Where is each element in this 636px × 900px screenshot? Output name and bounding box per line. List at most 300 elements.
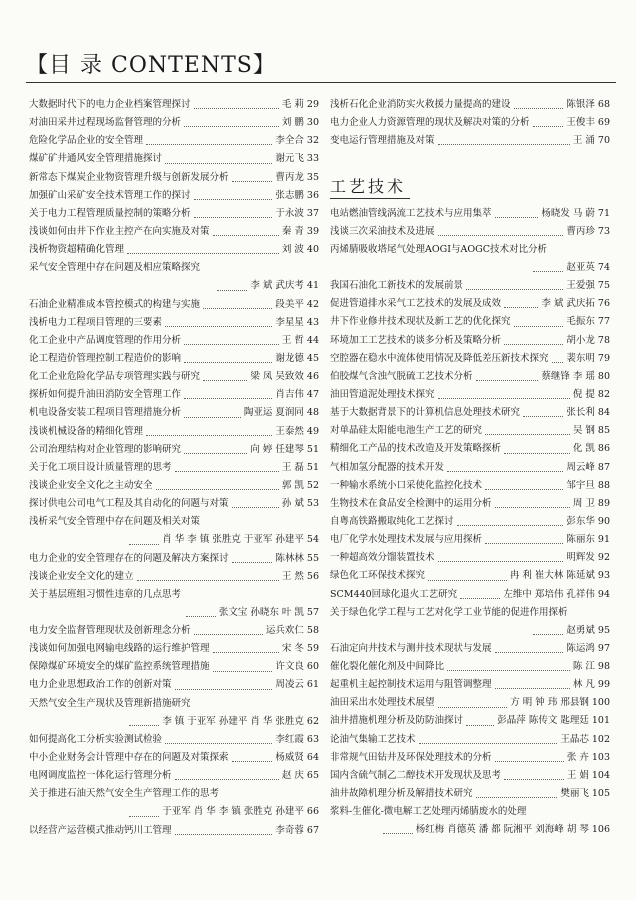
- dot-leader: [194, 217, 273, 218]
- toc-entry-author-page: 陈运鸿 97: [566, 642, 610, 654]
- toc-entry[interactable]: [29, 277, 319, 295]
- toc-entry[interactable]: [29, 441, 319, 459]
- toc-entry[interactable]: [330, 821, 610, 839]
- toc-entry-title: 生物技术在食品安全检测中的运用分析: [330, 497, 492, 509]
- toc-entry[interactable]: [330, 313, 610, 331]
- toc-entry-author-page: 于永波 37: [275, 207, 319, 219]
- dot-leader: [129, 725, 159, 726]
- toc-entry[interactable]: [330, 477, 610, 495]
- toc-entry-author-page: 曹丙龙 35: [275, 171, 319, 183]
- toc-entry[interactable]: [330, 676, 610, 694]
- dot-leader: [203, 380, 247, 381]
- toc-entry-author-page: 方 明 钟 玮 邢县钢 100: [510, 697, 610, 709]
- section-spacer: [330, 150, 610, 168]
- toc-entry[interactable]: [330, 259, 610, 277]
- toc-entry-author-page: 于亚军 肖 华 李 镇 张胜克 孙建平 66: [162, 806, 319, 818]
- toc-entry-title: 关于绿色化学工程与工艺对化学工业节能的促进作用探析: [330, 606, 568, 618]
- toc-entry[interactable]: [29, 150, 319, 168]
- toc-entry-title: 浅谈企业安全文化之主动安全: [29, 479, 153, 491]
- toc-entry[interactable]: [330, 586, 610, 604]
- toc-entry-title: 论工程造价管理控制工程造价的影响: [29, 352, 182, 364]
- toc-entry[interactable]: [330, 350, 610, 368]
- toc-entry[interactable]: [29, 386, 319, 404]
- dot-leader: [438, 398, 570, 399]
- dot-leader: [232, 507, 279, 508]
- dot-leader: [165, 163, 272, 164]
- toc-entry[interactable]: [330, 277, 610, 295]
- toc-entry-title: 石油企业精准成本管控模式的构建与实施: [29, 298, 201, 310]
- toc-entry[interactable]: [29, 803, 319, 821]
- toc-entry-title: 一种超高效分馏装置技术: [330, 552, 435, 564]
- toc-entry[interactable]: [29, 187, 319, 205]
- dot-leader: [165, 326, 272, 327]
- contents-header: [26, 48, 616, 88]
- dot-leader: [137, 580, 279, 581]
- toc-entry-title: 基于大数据背景下的计算机信息处理技术研究: [330, 407, 521, 419]
- toc-entry-author-page: 冉 利 崔大林 陈延斌 93: [509, 570, 610, 582]
- toc-entry[interactable]: [29, 568, 319, 586]
- toc-entry-author-page: 蔡继锋 李 瑶 80: [541, 370, 610, 382]
- dot-leader: [184, 417, 241, 418]
- toc-entry-author-page: 明辉发 92: [566, 552, 610, 564]
- toc-entry[interactable]: [330, 223, 610, 241]
- toc-entry[interactable]: [330, 132, 610, 150]
- toc-entry-title: 公司治理结构对企业管理的影响研究: [29, 443, 182, 455]
- dot-leader: [495, 652, 564, 653]
- toc-entry[interactable]: [29, 132, 319, 150]
- toc-entry-author-page: 王泰然 49: [275, 425, 319, 437]
- toc-entry[interactable]: [29, 314, 319, 332]
- toc-entry-author-page: 赵勇斌 95: [566, 624, 610, 636]
- dot-leader: [457, 525, 564, 526]
- toc-entry-author-page: 倪 提 82: [572, 388, 610, 400]
- toc-entry[interactable]: [330, 803, 610, 821]
- toc-entry-title: 电厂化学水处理技术发展与应用探析: [330, 534, 483, 546]
- toc-entry-author-page: 杨晓发 马 蔚 71: [541, 207, 610, 219]
- toc-entry[interactable]: [330, 767, 610, 785]
- page-title: 【目 录 CONTENTS】: [26, 53, 276, 78]
- toc-entry[interactable]: [330, 604, 610, 622]
- toc-entry-title: 精细化工产品的技术改造及开发策略探析: [330, 443, 502, 455]
- dot-leader: [194, 108, 279, 109]
- toc-entry-author-page: 化 凯 86: [572, 443, 610, 455]
- toc-entry-author-page: 段美平 42: [275, 298, 319, 310]
- toc-entry-title: 危险化学品企业的安全管理: [29, 135, 144, 147]
- dot-leader: [428, 580, 507, 581]
- dot-leader: [232, 761, 273, 762]
- toc-entry-author-page: 肖 华 李 镇 张胜克 于亚军 孙建平 54: [162, 534, 319, 546]
- toc-entry-author-page: 秦 青 39: [281, 225, 319, 237]
- toc-entry-author-page: 运兵欢仁 58: [265, 625, 319, 637]
- toc-entry[interactable]: [29, 259, 319, 277]
- toc-entry-author-page: 王爱强 75: [566, 280, 610, 292]
- toc-entry[interactable]: [29, 658, 319, 676]
- toc-entry[interactable]: [29, 459, 319, 477]
- toc-entry-title: 浆料-生催化-微电解工艺处理丙烯腈废水的处理: [330, 806, 527, 818]
- toc-entry-author-page: 宋 冬 59: [281, 643, 319, 655]
- toc-entry-title: 油田管道泥处理技术探究: [330, 388, 435, 400]
- toc-entry-title: 关于化工项目设计质量管理的思考: [29, 461, 172, 473]
- toc-entry[interactable]: [29, 640, 319, 658]
- toc-entry-author-page: 裴东明 79: [566, 352, 610, 364]
- toc-entry-author-page: 王晶芯 102: [560, 733, 610, 745]
- toc-entry-author-page: 刘 波 40: [281, 244, 319, 256]
- toc-entry-author-page: 曹丙珍 73: [566, 225, 610, 237]
- toc-entry-author-page: 梁 凤 吴致效 46: [250, 371, 319, 383]
- toc-entry-author-page: 许文良 60: [275, 661, 319, 673]
- toc-entry-title: 空腔器在稳水中流体使用情况及降低差压新技术探究: [330, 352, 549, 364]
- toc-entry-title: 井下作业修井技术现状及新工艺的优化探究: [330, 316, 511, 328]
- toc-entry[interactable]: [330, 386, 610, 404]
- toc-entry-title: 关于推进石油天然气安全生产管理工作的思考: [29, 788, 220, 800]
- toc-entry-title: 大数据时代下的电力企业档案管理探讨: [29, 98, 191, 110]
- dot-leader: [184, 453, 247, 454]
- dot-leader: [383, 833, 413, 834]
- toc-entry-author-page: 王 磊 51: [281, 461, 319, 473]
- toc-entry-author-page: 赵亚英 74: [566, 261, 610, 273]
- toc-entry-title: SCM440回球化退火工艺研究: [330, 588, 458, 600]
- toc-entry-author-page: 胡小龙 78: [566, 334, 610, 346]
- toc-entry-author-page: 刘 鹏 30: [281, 117, 319, 129]
- toc-entry-title: 电站燃油管线涡流工艺技术与应用集萃: [330, 207, 492, 219]
- dot-leader: [476, 380, 539, 381]
- dot-leader: [203, 308, 272, 309]
- dot-leader: [217, 290, 247, 291]
- toc-entry[interactable]: [29, 550, 319, 568]
- dot-leader: [194, 634, 263, 635]
- toc-entry[interactable]: [29, 223, 319, 241]
- toc-entry[interactable]: [29, 531, 319, 549]
- toc-entry[interactable]: [330, 368, 610, 386]
- toc-entry-author-page: 赵 庆 65: [281, 770, 319, 782]
- toc-entry-title: 浅谈如何加强电网输电线路的运行维护管理: [29, 643, 210, 655]
- toc-entry-author-page: 陈 江 98: [572, 661, 610, 673]
- toc-entry-title: 一种输水系统小口采使化监控化技术: [330, 479, 483, 491]
- dot-leader: [146, 144, 272, 145]
- left-column: [29, 96, 319, 840]
- toc-entry-title: 国内含硫气制乙二醇技术开发现状及思考: [330, 769, 502, 781]
- header-rule: [26, 82, 616, 83]
- toc-entry[interactable]: [29, 404, 319, 422]
- dot-leader: [533, 271, 563, 272]
- toc-entry-author-page: 吴 钢 85: [572, 425, 610, 437]
- toc-entry-author-page: 王 涌 70: [572, 135, 610, 147]
- toc-entry[interactable]: [29, 713, 319, 731]
- dot-leader: [533, 634, 563, 635]
- toc-entry-title: 浅析电力工程项目管理的三要素: [29, 316, 163, 328]
- toc-entry[interactable]: [330, 531, 610, 549]
- toc-entry-title: 油井故障机理分析及解措技术研究: [330, 788, 473, 800]
- dot-leader: [129, 816, 159, 817]
- toc-entry-title: 气相加氢分配器的技术开发: [330, 461, 445, 473]
- toc-entry-title: 起重机主起控制技术运用与阻管调整理: [330, 679, 492, 691]
- toc-entry[interactable]: [330, 731, 610, 749]
- dot-leader: [514, 108, 564, 109]
- dot-leader: [419, 743, 558, 744]
- toc-entry[interactable]: [330, 114, 610, 132]
- toc-entry[interactable]: [29, 785, 319, 803]
- dot-leader: [175, 779, 279, 780]
- toc-entry-title: 浅析采气安全管理中存在问题及相关对策: [29, 516, 201, 528]
- toc-entry[interactable]: [29, 350, 319, 368]
- toc-entry[interactable]: [330, 205, 610, 223]
- dot-leader: [460, 598, 500, 599]
- toc-entry[interactable]: [330, 749, 610, 767]
- dot-leader: [552, 362, 564, 363]
- toc-entry-title: 探析如何提升油田消防安全管理工作: [29, 389, 182, 401]
- dot-leader: [447, 471, 563, 472]
- toc-entry-author-page: 林 凡 99: [572, 679, 610, 691]
- toc-entry-author-page: 张长利 84: [566, 407, 610, 419]
- toc-entry-title: 变电运行管理措施及对策: [330, 135, 435, 147]
- toc-entry[interactable]: [330, 658, 610, 676]
- toc-entry-title: 机电设备安装工程项目管理措施分析: [29, 407, 182, 419]
- toc-entry[interactable]: [330, 459, 610, 477]
- toc-entry-author-page: 李奇蓉 67: [275, 824, 319, 836]
- toc-entry[interactable]: [29, 495, 319, 513]
- dot-leader: [466, 725, 494, 726]
- toc-entry[interactable]: [330, 495, 610, 513]
- toc-entry-author-page: 李 斌 武庆拓 76: [541, 298, 610, 310]
- toc-entry[interactable]: [29, 241, 319, 259]
- toc-entry-author-page: 毛振东 77: [566, 316, 610, 328]
- toc-entry-author-page: 樊丽飞 105: [560, 788, 610, 800]
- toc-entry-author-page: 李红霞 63: [275, 733, 319, 745]
- toc-entry-author-page: 彭东华 90: [566, 515, 610, 527]
- toc-entry[interactable]: [330, 241, 610, 259]
- dot-leader: [438, 144, 570, 145]
- toc-entry-title: 天然气安全生产现状及管理新措施研究: [29, 697, 191, 709]
- dot-leader: [127, 253, 279, 254]
- toc-entry-author-page: 陶亚运 夏润同 48: [243, 407, 319, 419]
- toc-entry-title: 对单晶硅太阳能电池生产工艺的研究: [330, 425, 483, 437]
- toc-entry-title: 以经营产运营模式推动钙川工管理: [29, 824, 172, 836]
- toc-entry-author-page: 李星星 43: [275, 316, 319, 328]
- toc-entry-title: 保障煤矿环境安全的煤矿监控系统管理措施: [29, 661, 210, 673]
- toc-entry[interactable]: [29, 695, 319, 713]
- toc-entry-title: 电力安全监督管理现状及创新理念分析: [29, 625, 191, 637]
- toc-entry[interactable]: [330, 96, 610, 114]
- dot-leader: [186, 616, 216, 617]
- dot-leader: [175, 834, 273, 835]
- toc-entry[interactable]: [330, 404, 610, 422]
- toc-entry[interactable]: [330, 694, 610, 712]
- toc-entry-title: 如何提高化工分析实验测试检验: [29, 733, 163, 745]
- toc-entry[interactable]: [330, 622, 610, 640]
- dot-leader: [495, 507, 570, 508]
- toc-entry-title: 油田采出水处理技术展望: [330, 697, 435, 709]
- dot-leader: [213, 235, 279, 236]
- toc-entry[interactable]: [29, 513, 319, 531]
- dot-leader: [232, 562, 273, 563]
- dot-leader: [184, 362, 272, 363]
- dot-leader: [504, 344, 563, 345]
- toc-entry-author-page: 谢元飞 33: [275, 153, 319, 165]
- toc-entry-author-page: 周云峰 87: [566, 461, 610, 473]
- toc-entry-author-page: 向 婷 任建琴 51: [250, 443, 319, 455]
- toc-entry-title: 非常规气田钻井及环保处理技术的分析: [330, 751, 492, 763]
- dot-leader: [156, 489, 279, 490]
- toc-entry-author-page: 王 哲 44: [281, 334, 319, 346]
- dot-leader: [495, 761, 564, 762]
- dot-leader: [438, 235, 564, 236]
- toc-entry[interactable]: [330, 440, 610, 458]
- toc-entry[interactable]: [29, 423, 319, 441]
- toc-entry-author-page: 陈银泽 68: [566, 98, 610, 110]
- dot-leader: [485, 434, 570, 435]
- toc-entry-title: 关于电力工程管理质量控制的策略分析: [29, 207, 191, 219]
- dot-leader: [485, 489, 563, 490]
- toc-entry-author-page: 李 镇 于亚军 孙建平 肖 华 张胜克 62: [162, 715, 319, 727]
- dot-leader: [129, 544, 159, 545]
- toc-entry-title: 油井措施机理分析及防防油探讨: [330, 715, 464, 727]
- toc-entry[interactable]: [330, 567, 610, 585]
- dot-leader: [146, 435, 272, 436]
- dot-leader: [485, 543, 563, 544]
- section-heading: [330, 169, 610, 205]
- toc-entry[interactable]: [29, 296, 319, 314]
- toc-entry-author-page: 毛 莉 29: [281, 98, 319, 110]
- toc-entry-author-page: 张 卉 103: [566, 751, 610, 763]
- toc-entry[interactable]: [29, 677, 319, 695]
- right-column: [330, 96, 610, 839]
- toc-entry-title: 电力企业思想政治工作的创新对策: [29, 679, 172, 691]
- toc-entry[interactable]: [29, 767, 319, 785]
- dot-leader: [232, 181, 273, 182]
- dot-leader: [165, 743, 272, 744]
- toc-entry[interactable]: [29, 477, 319, 495]
- dot-leader: [438, 707, 508, 708]
- toc-entry-title: 浅谈如何由井下作业主控产在向实施及对策: [29, 225, 210, 237]
- toc-entry-author-page: 周凌云 61: [275, 679, 319, 691]
- toc-entry[interactable]: [29, 332, 319, 350]
- toc-entry[interactable]: [330, 295, 610, 313]
- dot-leader: [184, 344, 279, 345]
- toc-entry-title: 采气安全管理中存在问题及相应策略探究: [29, 262, 201, 274]
- toc-entry-title: 化工企业中产品调度管理的作用分析: [29, 334, 182, 346]
- toc-entry-title: 对油田采井过程现场监督管理的分析: [29, 117, 182, 129]
- toc-entry[interactable]: [330, 640, 610, 658]
- toc-entry-title: 石油定向井技术与测井技术现状与发展: [330, 642, 492, 654]
- toc-entry[interactable]: [29, 822, 319, 840]
- toc-entry-title: 催化裂化催化剂及中间降比: [330, 661, 445, 673]
- toc-entry[interactable]: [330, 785, 610, 803]
- toc-entry[interactable]: [29, 205, 319, 223]
- toc-entry[interactable]: [29, 586, 319, 604]
- toc-entry-title: 电力企业的安全管理存在的问题及解决方案探讨: [29, 552, 229, 564]
- dot-leader: [476, 797, 558, 798]
- dot-leader: [213, 671, 273, 672]
- dot-leader: [533, 126, 564, 127]
- toc-entry-title: 关于基层班组习惯性违章的几点思考: [29, 588, 182, 600]
- toc-entry-title: 论油气集输工艺技术: [330, 733, 416, 745]
- dot-leader: [213, 652, 279, 653]
- toc-entry[interactable]: [330, 332, 610, 350]
- toc-entry[interactable]: [330, 513, 610, 531]
- toc-entry[interactable]: [29, 731, 319, 749]
- dot-leader: [514, 326, 564, 327]
- toc-entry[interactable]: [29, 169, 319, 187]
- toc-entry[interactable]: [29, 749, 319, 767]
- toc-entry-author-page: 张志鹏 36: [275, 189, 319, 201]
- dot-leader: [438, 561, 564, 562]
- toc-entry-author-page: 张文宝 孙晓东 叶 凯 57: [218, 606, 319, 618]
- toc-entry-title: 我国石油化工新技术的发展前景: [330, 280, 464, 292]
- toc-entry-author-page: 邹宇旦 88: [566, 479, 610, 491]
- toc-entry[interactable]: [330, 549, 610, 567]
- dot-leader: [495, 688, 570, 689]
- toc-entry-title: 浅谈企业安全文化的建立: [29, 570, 134, 582]
- toc-entry-author-page: 李全合 32: [275, 135, 319, 147]
- dot-leader: [175, 689, 273, 690]
- toc-entry-title: 浅谈机械设备的精细化管理: [29, 425, 144, 437]
- toc-entry-title: 绿色化工环保技术探究: [330, 570, 426, 582]
- toc-entry-title: 中小企业财务会计管理中存在的问题及对策探索: [29, 752, 229, 764]
- toc-entry-title: 探讨供电公司电气工程及其自动化的问题与对策: [29, 498, 229, 510]
- toc-entry-title: 自粤高铁路搬取纯化工艺探讨: [330, 515, 454, 527]
- toc-entry-title: 电力企业人力资源管理的现状及解决对策的分析: [330, 117, 530, 129]
- toc-entry-author-page: 谢龙德 45: [275, 352, 319, 364]
- dot-leader: [175, 471, 279, 472]
- toc-entry[interactable]: [29, 622, 319, 640]
- toc-entry-author-page: 王俊丰 69: [566, 117, 610, 129]
- toc-entry-author-page: 杨红梅 肖德英 潘 都 阮湘平 刘海峰 胡 琴 106: [415, 824, 610, 836]
- toc-entry[interactable]: [330, 422, 610, 440]
- toc-entry-title: 浅谈三次采油技术及进展: [330, 225, 435, 237]
- toc-entry[interactable]: [29, 368, 319, 386]
- toc-entry-title: 促进管道排水采气工艺技术的发展及成效: [330, 298, 502, 310]
- toc-entry-title: 化工企业危险化学品专项管理实践与研究: [29, 371, 201, 383]
- dot-leader: [504, 307, 538, 308]
- toc-entry-author-page: 左维中 郑培伟 孔祥伟 94: [503, 588, 610, 600]
- toc-entry-title: 丙烯腈吸收塔尾气处理AOGI与AOGC技术对比分析: [330, 243, 547, 255]
- toc-entry-author-page: 孙 斌 53: [281, 498, 319, 510]
- toc-entry-author-page: 王 娟 104: [566, 769, 610, 781]
- toc-entry-title: 伯胶煤气含浊气脱硫工艺技术分析: [330, 370, 473, 382]
- toc-entry-title: 加强矿山采矿安全技术管理工作的探讨: [29, 189, 191, 201]
- dot-leader: [504, 453, 570, 454]
- toc-entry-author-page: 王 然 56: [281, 570, 319, 582]
- toc-entry-title: 浅析物资超精确化管理: [29, 244, 125, 256]
- toc-entry-title: 煤矿矿井通风安全管理措施探讨: [29, 153, 163, 165]
- toc-entry[interactable]: [29, 114, 319, 132]
- toc-entry[interactable]: [29, 604, 319, 622]
- toc-entry-author-page: 李 斌 武庆考 41: [250, 280, 319, 292]
- toc-entry-author-page: 郭 凯 52: [281, 479, 319, 491]
- toc-entry-author-page: 杨威贤 64: [275, 752, 319, 764]
- toc-entry-title: 电网调度监控一体化运行管理分析: [29, 770, 172, 782]
- section-heading-label: 工艺技术: [330, 177, 410, 199]
- dot-leader: [495, 217, 539, 218]
- dot-leader: [184, 126, 279, 127]
- toc-entry-author-page: 肖吉伟 47: [275, 389, 319, 401]
- toc-entry-title: 环境加工工艺技术的谈多分析及策略分析: [330, 334, 502, 346]
- toc-entry-author-page: 彭晶萍 陈传文 匙理廷 101: [497, 715, 610, 727]
- toc-entry-author-page: 陈林林 55: [275, 552, 319, 564]
- dot-leader: [194, 199, 273, 200]
- toc-entry-title: 新常态下煤炭企业物资管理升级与创新发展分析: [29, 171, 229, 183]
- toc-entry-author-page: 陈丽东 91: [566, 534, 610, 546]
- dot-leader: [466, 289, 563, 290]
- toc-entry-title: 浅析石化企业消防实火救援力量提高的建设: [330, 98, 511, 110]
- dot-leader: [504, 779, 564, 780]
- toc-entry[interactable]: [29, 96, 319, 114]
- toc-entry-author-page: 周 卫 89: [572, 497, 610, 509]
- dot-leader: [447, 670, 570, 671]
- dot-leader: [523, 416, 563, 417]
- dot-leader: [184, 398, 272, 399]
- toc-entry[interactable]: [330, 713, 610, 731]
